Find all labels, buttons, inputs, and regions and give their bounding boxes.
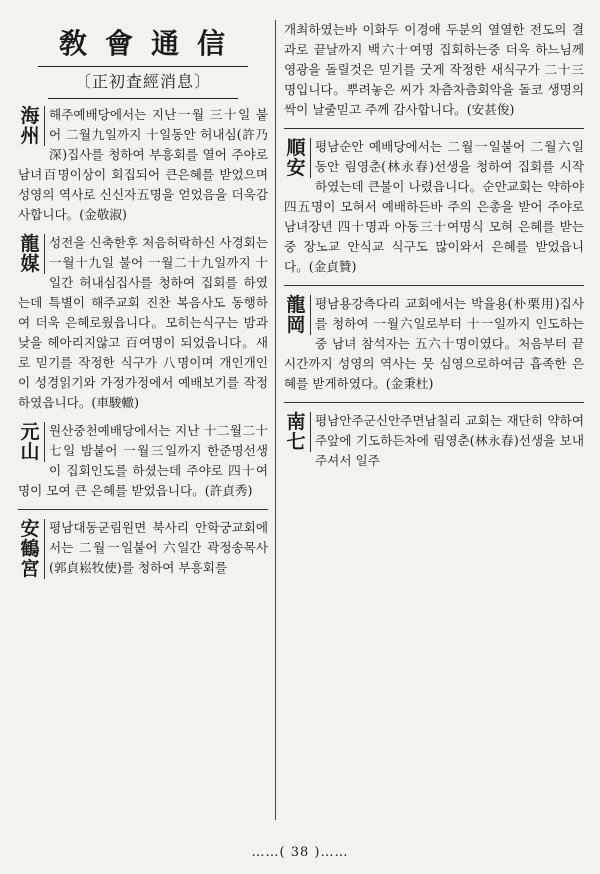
article-text: 평남대동군림원면 북사리 안학궁교회에서는 二월一일붙어 六일간 곽정송목사(郭貞崧牧使)를 청하여 부흥회를 — [49, 520, 268, 575]
article-divider — [284, 402, 584, 403]
article-author: (安甚俊) — [466, 102, 515, 117]
article-body — [284, 137, 584, 277]
article-namchil — [284, 411, 584, 471]
place-char: 媒 — [20, 253, 40, 275]
article-text: 개최하였는바 이화두 이경애 두분의 열열한 전도의 결과로 끝날까지 백六十여명 집회하는중 더욱 하느님께 영광을 돌릴것은 믿기를 굿게 작정한 새식구가 二十三명입니다。뿌려놓은 씨가 차츰차츰회악을 돌코 생명의싹이 날줄믿고 주께 감사합니다。 — [284, 22, 584, 117]
article-divider — [284, 285, 584, 286]
article-text: 원산중천예배당에서는 지난 十二월二十七일 밤붙어 一월三일까지 한준명선생이 집회인도를 하셨는데 주야로 四十여명이 모여 큰 은혜를 받었읍니다。 — [18, 423, 268, 498]
article-body — [18, 105, 268, 225]
article-author: (金敬淑) — [79, 207, 127, 222]
place-char: 元 — [20, 421, 40, 443]
article-text: 평남안주군신안주면남칠리 교회는 재단히 약하여 주앞에 기도하든차에 림영춘(林永春)선생을 보내주셔서 일주 — [315, 413, 584, 468]
subtitle-underline — [48, 98, 238, 99]
place-char: 宮 — [20, 558, 40, 580]
article-haeju — [18, 105, 268, 225]
article-text: 평남용강측다리 교회에서는 박율용(朴栗用)집사를 청하여 一월六일로부터 十一일까지 인도하는중 남녀 참석자는 五六十명이였다。처음부터 끝시간까지 성영의 역사는 뭇 심영으로하여금 흡족한 은혜를 받게하였다。 — [284, 296, 584, 391]
article-yongmae — [18, 233, 268, 413]
right-column — [284, 20, 584, 822]
article-divider — [18, 509, 268, 510]
article-body — [284, 411, 584, 471]
place-char: 山 — [20, 441, 40, 463]
place-char: 南 — [286, 411, 306, 433]
article-anhakgung — [18, 518, 268, 578]
article-sunan — [284, 137, 584, 277]
place-char: 安 — [286, 157, 306, 179]
article-yonggang — [284, 294, 584, 394]
place-char: 海 — [20, 105, 40, 127]
place-char: 順 — [286, 137, 306, 159]
place-char: 安 — [20, 518, 40, 540]
place-heading — [18, 234, 45, 274]
article-body — [18, 421, 268, 501]
left-column — [18, 20, 268, 822]
article-continuation — [284, 20, 584, 120]
place-heading — [18, 422, 45, 462]
place-heading — [18, 519, 45, 579]
place-heading — [18, 106, 45, 146]
article-text: 성전을 신축한후 처음허락하신 사경회는 一월十九일 불어 一월二十九일까지 十일간 허내심집사를 청하여 집회를 하였는데 특별이 해주교회 진찬 복음사도 동행하여 더욱 은혜로웠읍니다。모히는식구는 밤과 낮을 헤아리지않고 百여명이 되었읍니다。새로 믿기를 작정한 식구가 八명이며 개인개인이 성경읽기와 가정가정에서 예배보기를 작정하였읍니다。 — [18, 235, 268, 410]
article-text: 해주예배당에서는 지난一월 三十일 붙어 二월九일까지 十일동안 허내심(許乃深)집사를 청하여 부흥회를 열어 주야로 남녀百명이상이 회집되어 큰은혜를 받었으며 성영의 역사로 신신자五명을 얻었음을 더욱감사합니다。 — [18, 107, 268, 222]
article-wonsan — [18, 421, 268, 501]
masthead-title: 敎會通信 — [58, 27, 243, 60]
masthead-underline — [38, 66, 248, 67]
article-divider — [284, 128, 584, 129]
article-author: (金貞贊) — [308, 259, 357, 274]
article-author: (許貞秀) — [204, 483, 253, 498]
article-body — [284, 294, 584, 394]
place-char: 龍 — [286, 294, 306, 316]
place-char: 龍 — [20, 233, 40, 255]
place-char: 岡 — [286, 314, 306, 336]
page-number: ……( 38 )…… — [251, 845, 349, 860]
article-text: 평남순안 예배당에서는 二월一일붙어 二월六일동안 림영춘(林永春)선생을 청하여 집회를 시작하였는데 큰불이 나렸읍니다。순안교회는 약하야 四五명이 모혀서 예배하든바 주의 은총을 받어 주야로 남녀장년 四十명과 아동三十여명식 모혀 은혜를 받는중 장노교 안식교 식구도 많이와서 은혜를 받었읍니다。 — [284, 139, 584, 274]
article-author: (金秉杜) — [385, 376, 434, 391]
place-heading — [284, 138, 311, 178]
place-char: 鶴 — [20, 538, 40, 560]
article-body — [18, 233, 268, 413]
place-char: 州 — [20, 125, 40, 147]
place-char: 七 — [286, 431, 306, 453]
article-author: (車駿轍) — [91, 395, 140, 410]
article-body — [18, 518, 268, 578]
column-divider — [275, 20, 276, 820]
place-heading — [284, 412, 311, 452]
section-subtitle: 〔正初査經消息〕 — [74, 72, 211, 91]
place-heading — [284, 295, 311, 335]
